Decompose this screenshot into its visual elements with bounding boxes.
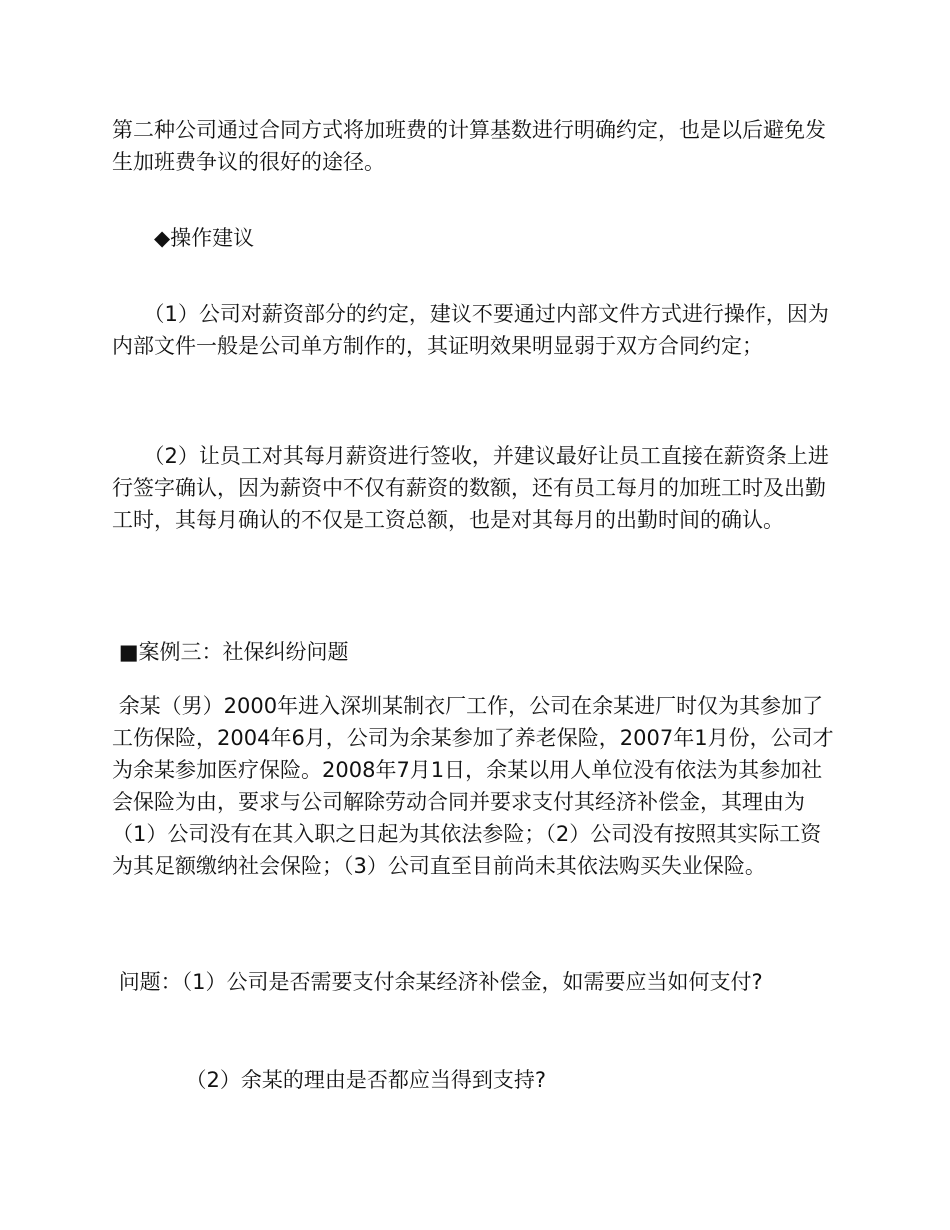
paragraph-case-description: 余某（男）2000年进入深圳某制衣厂工作，公司在余某进厂时仅为其参加了工伤保险，2004年6月，公司为余某参加了养老保险，2007年1月份，公司才为余某参加医疗保险。2008年7月1日，余某以用人单位没有依法为其参加社会保险为由，要求与公司解除劳动合同并要求支付其经济补偿金，其理由为（1）公司没有在其入职之日起为其依法参险；（2）公司没有按照其实际工资为其足额缴纳社会保险；（3）公司直至目前尚未其依法购买失业保险。 <box>112 694 834 878</box>
paragraph-overtime-contract: 第二种公司通过合同方式将加班费的计算基数进行明确约定，也是以后避免发生加班费争议的很好的途径。 <box>112 118 826 174</box>
paragraph-question-2: （2）余某的理由是否都应当得到支持? <box>112 1068 547 1092</box>
paragraph-advice-1: （1）公司对薪资部分的约定，建议不要通过内部文件方式进行操作，因为内部文件一般是公司单方制作的，其证明效果明显弱于双方合同约定； <box>112 302 829 358</box>
heading-operation-advice: ◆操作建议 <box>112 226 255 250</box>
paragraph-advice-2: （2）让员工对其每月薪资进行签收，并建议最好让员工直接在薪资条上进行签字确认，因为薪资中不仅有薪资的数额，还有员工每月的加班工时及出勤工时，其每月确认的不仅是工资总额，也是对其每月的出勤时间的确认。 <box>112 444 829 532</box>
heading-case-three: ■案例三：社保纠纷问题 <box>112 640 349 664</box>
paragraph-question-1: 问题：（1）公司是否需要支付余某经济补偿金，如需要应当如何支付? <box>112 970 763 994</box>
